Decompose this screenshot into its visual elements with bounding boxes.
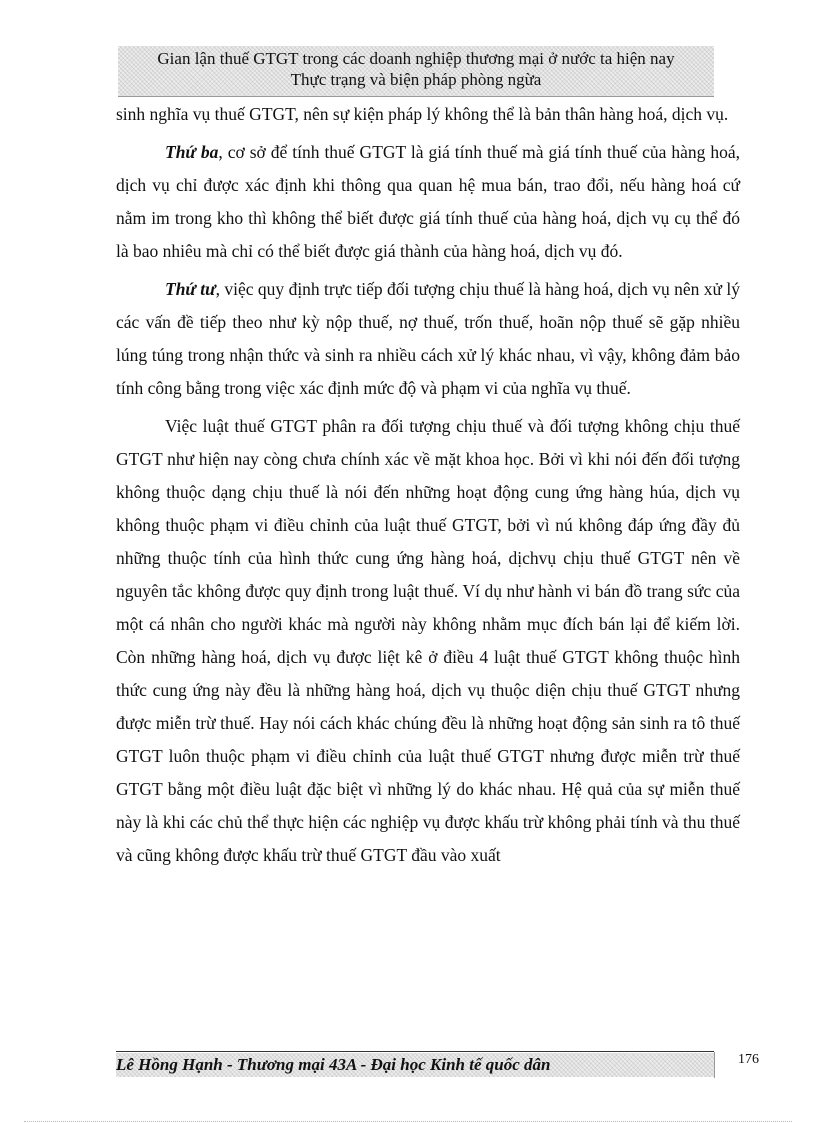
document-body <box>116 98 740 877</box>
paragraph-lead-thu-tu: Thứ tư <box>165 279 216 299</box>
page-number: 176 <box>738 1052 759 1067</box>
footer-vertical-divider <box>714 1052 715 1078</box>
page-bottom-border <box>24 1121 792 1122</box>
footer-author: Lê Hồng Hạnh - Thương mại 43A - Đại học Kinh tế quốc dân <box>116 1055 551 1074</box>
paragraph-thu-ba <box>116 136 740 268</box>
header-title-line1: Gian lận thuế GTGT trong các doanh nghiệp thương mại ở nước ta hiện nay <box>157 49 675 68</box>
running-header <box>118 46 714 97</box>
footer-divider <box>116 1051 714 1052</box>
header-title-line2: Thực trạng và biện pháp phòng ngừa <box>290 70 542 89</box>
paragraph-text-thu-ba: , cơ sở để tính thuế GTGT là giá tính thuế mà giá tính thuế của hàng hoá, dịch vụ chỉ được xác định khi thông qua quan hệ mua bán, trao đổi, nếu hàng hoá cứ nằm im trong kho thì không thể biết được giá tính thuế của hàng hoá, dịch vụ cụ thể đó là bao nhiêu mà chỉ có thể biết được giá thành của hàng hoá, dịch vụ đó. <box>116 142 740 261</box>
paragraph-thu-tu <box>116 273 740 405</box>
paragraph-text-thu-tu: , việc quy định trực tiếp đối tượng chịu thuế là hàng hoá, dịch vụ nên xử lý các vấn đề tiếp theo như kỳ nộp thuế, nợ thuế, trốn thuế, hoãn nộp thuế sẽ gặp nhiều lúng túng trong nhận thức và sinh ra nhiều cách xử lý khác nhau, vì vậy, không đảm bảo tính công bằng trong việc xác định mức độ và phạm vi của nghĩa vụ thuế. <box>116 279 740 398</box>
paragraph-luat-thue: Việc luật thuế GTGT phân ra đối tượng chịu thuế và đối tượng không chịu thuế GTGT như hiện nay còng chưa chính xác về mặt khoa học. Bởi vì khi nói đến đối tượng không thuộc dạng chịu thuế là nói đến những hoạt động cung ứng hàng húa, dịch vụ không thuộc phạm vi điều chỉnh của luật thuế GTGT, bởi vì nú không đáp ứng đầy đủ những thuộc tính của hình thức cung ứng hàng hoá, dịchvụ chịu thuế GTGT nên về nguyên tắc không được quy định trong luật thuế. Ví dụ như hành vi bán đồ trang sức của một cá nhân cho người khác mà người này không nhằm mục đích bán lại để kiếm lời. Còn những hàng hoá, dịch vụ được liệt kê ở điều 4 luật thuế GTGT không thuộc hình thức cung ứng này đều là những hàng hoá, dịch vụ thuộc diện chịu thuế GTGT nhưng được miễn trừ thuế. Hay nói cách khác chúng đều là những hoạt động sản sinh ra tô thuế GTGT luôn thuộc phạm vi điều chỉnh của luật thuế GTGT nhưng được miễn trừ thuế GTGT bằng một điều luật đặc biệt vì những lý do khác nhau. Hệ quả của sự miễn thuế này là khi các chủ thể thực hiện các nghiệp vụ được khấu trừ không phải tính và thu thuế và cũng không được khấu trừ thuế GTGT đầu vào xuất <box>116 416 740 865</box>
paragraph-continuation: sinh nghĩa vụ thuế GTGT, nên sự kiện pháp lý không thể là bản thân hàng hoá, dịch vụ. <box>116 104 729 124</box>
paragraph-lead-thu-ba: Thứ ba <box>165 142 219 162</box>
running-footer <box>116 1053 714 1077</box>
